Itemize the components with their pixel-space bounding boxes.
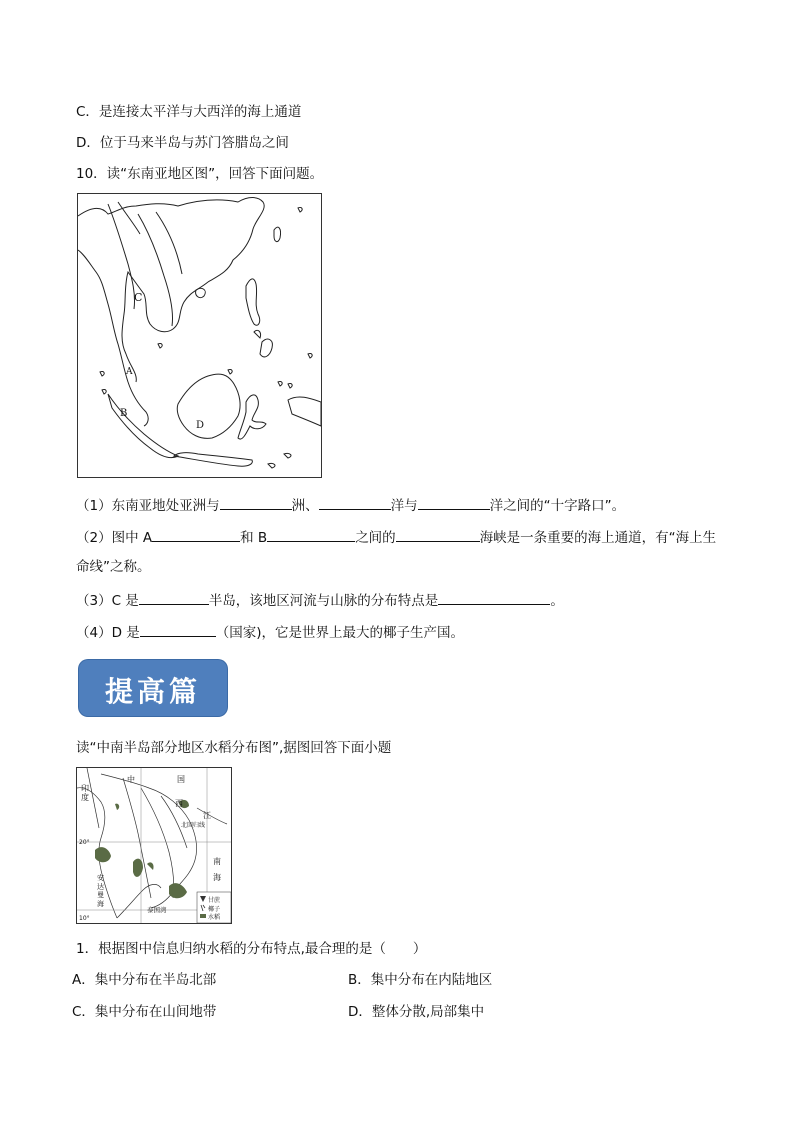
question-10-sub2-continued: 命线”之称。 — [76, 559, 151, 575]
question-1-stem: 1．根据图中信息归纳水稻的分布特点,最合理的是（ ） — [76, 941, 427, 957]
question-10-sub1 — [76, 494, 625, 516]
question-10-stem: 10．读“东南亚地区图”，回答下面问题。 — [76, 166, 324, 182]
answer-blank[interactable] — [220, 494, 292, 510]
sub1-text-2: 洲、 — [291, 498, 319, 514]
answer-blank[interactable] — [418, 494, 490, 510]
question-1-option-d[interactable]: D．整体分散,局部集中 — [348, 1004, 485, 1020]
answer-blank[interactable] — [152, 526, 240, 542]
sub2-text-1: （2）图中 A — [76, 530, 153, 546]
label-india: 印 度 — [81, 784, 89, 802]
southeast-asia-map-drawing — [78, 194, 321, 477]
question-10-sub3 — [76, 589, 564, 611]
sub4-text-1: （4）D 是 — [76, 625, 140, 641]
label-china-2: 国 — [177, 775, 185, 784]
label-hai: 海 — [213, 873, 221, 882]
label-china-1: 中 — [127, 775, 135, 784]
map-label-b: B — [120, 408, 128, 419]
label-andaman-sea: 安 达 曼 海 — [97, 874, 104, 908]
legend-coconut: 椰子 — [208, 906, 221, 913]
label-tropic: 北回归线 — [181, 822, 206, 829]
sub3-text-3: 。 — [550, 593, 564, 609]
answer-blank[interactable] — [396, 526, 480, 542]
option-d: D．位于马来半岛与苏门答腊岛之间 — [76, 135, 289, 151]
legend-rice: 水稻 — [208, 914, 221, 921]
sub3-text-1: （3）C 是 — [76, 593, 139, 609]
sub1-text-1: （1）东南亚地处亚洲与 — [76, 498, 220, 514]
question-1-option-c[interactable]: C．集中分布在山间地带 — [72, 1004, 217, 1020]
map-label-a: A — [126, 367, 133, 377]
legend-sugarcane: 甘蔗 — [208, 897, 221, 904]
option-c: C．是连接太平洋与大西洋的海上通道 — [76, 104, 302, 120]
label-xi: 西 — [175, 799, 183, 808]
label-gulf-thailand: 泰国湾 — [147, 906, 167, 914]
question-1-option-b[interactable]: B．集中分布在内陆地区 — [348, 972, 493, 988]
sub2-text-2: 和 B — [240, 530, 268, 546]
sub3-text-2: 半岛，该地区河流与山脉的分布特点是 — [208, 593, 439, 609]
section-title: 提高篇 — [104, 675, 201, 708]
label-lat-20: 20° — [79, 839, 90, 846]
question-10-sub4 — [76, 621, 464, 643]
question-1-option-a[interactable]: A．集中分布在半岛北部 — [72, 972, 217, 988]
sub2-text-4: 海峡是一条重要的海上通道，有“海上生 — [479, 530, 717, 546]
sub1-text-4: 洋之间的“十字路口”。 — [489, 498, 626, 514]
rice-distribution-map — [76, 767, 232, 924]
answer-blank[interactable] — [438, 589, 550, 605]
answer-blank[interactable] — [319, 494, 391, 510]
sub1-text-3: 洋与 — [390, 498, 418, 514]
section-banner — [79, 660, 227, 716]
label-jiang: 江 — [203, 811, 211, 820]
group-intro: 读“中南半岛部分地区水稻分布图”,据图回答下面小题 — [76, 740, 392, 756]
answer-blank[interactable] — [139, 589, 209, 605]
sub2-text-3: 之间的 — [355, 530, 396, 546]
map-label-d: D — [196, 420, 205, 431]
answer-blank[interactable] — [267, 526, 355, 542]
answer-blank[interactable] — [140, 621, 216, 637]
question-10-sub2 — [76, 526, 716, 548]
sub4-text-2: （国家)，它是世界上最大的椰子生产国。 — [215, 625, 465, 641]
label-nan: 南 — [213, 857, 221, 866]
southeast-asia-map — [77, 193, 322, 478]
label-lat-10: 10° — [79, 915, 90, 922]
map-label-c: C — [134, 291, 143, 304]
